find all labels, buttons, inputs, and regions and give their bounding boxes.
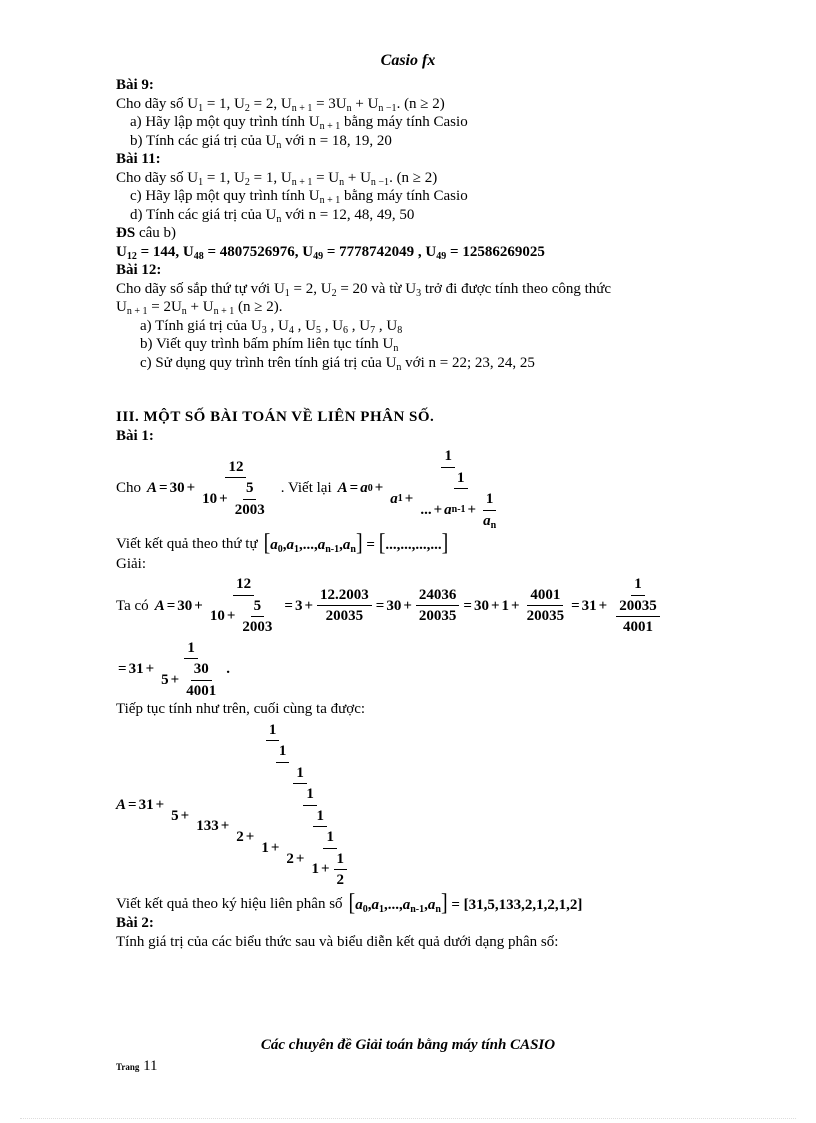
page-content bbox=[116, 76, 726, 951]
general-continued-fraction: A = a 0 + 1 a 1 + 1 ... + a n-1 + $\frac{1}{a_n}$ bbox=[337, 448, 497, 531]
bai9-part-a: a) Hãy lập một quy trình tính $U_{n + 1}$ bằng máy tính Casio bbox=[130, 114, 468, 132]
expression-a: A = 30 + 12 10 + $\frac{5}{2003}$ bbox=[147, 458, 265, 518]
bai11-intro: Cho dãy số $U_1 = 1$, $U_2 = 1$, $U_{n + 1} = U_n + U_{n -1}$. (n ≥ 2) bbox=[116, 169, 438, 188]
bai12-title: Bài 12: bbox=[116, 262, 162, 278]
bai11-answer-label: ĐS câu b) bbox=[116, 225, 176, 241]
bai12-intro: Cho dãy số sắp thứ tự với $U_1 = 2$, $U_2 = 20$ và từ $U_3$ trở đi được tính theo công thức bbox=[116, 280, 612, 299]
final-continued-fraction: A = 31 + 1 5 + 1 133 + 1 2 + 1 1 + 1 2 + 1 1 + $\frac{1}{2}$ bbox=[116, 721, 726, 890]
bai11-part-c: c) Hãy lập một quy trình tính $U_{n + 1}$ bằng máy tính Casio bbox=[130, 188, 468, 206]
page-bottom-divider bbox=[20, 1118, 796, 1119]
bai1-statement: Cho A = 30 + 12 10 + $\frac{5}{2003}$ . Viết lại A = a 0 + 1 a 1 + 1 ... + a n-1 + $\frac{1}{a_n}$ bbox=[116, 447, 726, 530]
bai11-title: Bài 11: bbox=[116, 151, 161, 167]
page-number: Trang 11 bbox=[116, 1058, 158, 1074]
solution-derivation: Ta có A = 30 + 12 10 + $\frac{5}{2003}$ = 3 + $\frac{12.2003}{20035}$ = 30 + $\frac{24036}{20035}$ = 30 + 1 + $\frac{4001}{20035}$ = 31 + $\frac{1}{\frac{20035}{4001}}$ bbox=[116, 575, 726, 637]
bai12-formula: $U_{n + 1} = 2U_n + U_{n + 1}$ (n ≥ 2). bbox=[116, 299, 283, 317]
bai11-results: $U_{12} = 144$, $U_{48} = 4807526976$, $U_{49} = 7778742049$ , $U_{49} = 12586269025$ bbox=[116, 243, 545, 262]
section3-bai1-title: Bài 1: bbox=[116, 427, 154, 444]
bai12-item-b: b) Viết quy trình bấm phím liên tục tính $U_n$ bbox=[140, 336, 399, 354]
page-footer: Các chuyên đề Giải toán bằng máy tính CASIO bbox=[260, 1037, 556, 1053]
tiep-tuc-text: Tiếp tục tính như trên, cuối cùng ta được: bbox=[116, 701, 366, 717]
section3-bai2-title: Bài 2: bbox=[116, 915, 154, 931]
bai12-item-a: a) Tính giá trị của $U_3$ , $U_4$ , $U_5$ , $U_6$ , $U_7$ , $U_8$ bbox=[140, 317, 403, 336]
bai9-intro: Cho dãy số $U_1 = 1$, $U_2 = 2$, $U_{n + 1} = 3U_n + U_{n -1}$. (n ≥ 2) bbox=[116, 95, 445, 114]
bai11-part-d: d) Tính các giá trị của $U_n$ với n = 12, 48, 49, 50 bbox=[130, 206, 415, 225]
bai2-text: Tính giá trị của các biểu thức sau và biểu diễn kết quả dưới dạng phân số: bbox=[116, 933, 559, 950]
bai1-order-line: Viết kết quả theo thứ tự $[a_0,a_1,...,a_{n-1},a_n]$ = [...,...,...,...] bbox=[116, 529, 449, 557]
page-header: Casio fx bbox=[380, 52, 436, 69]
giai-label: Giải: bbox=[116, 555, 146, 572]
result-list: [31,5,133,2,1,2,1,2] bbox=[463, 896, 583, 913]
bai9-title: Bài 9: bbox=[116, 77, 154, 93]
section-3-title: III. MỘT SỐ BÀI TOÁN VỀ LIÊN PHÂN SỐ. bbox=[116, 409, 435, 425]
final-notation-line: Viết kết quả theo ký hiệu liên phân số $[a_0,a_1,...,a_{n-1},a_n] = [31,5,133,2,1,2,1,2]$ bbox=[116, 889, 583, 916]
solution-step2: = 31 + 1 5 + $\frac{30}{4001}$ . bbox=[118, 639, 230, 699]
bai12-item-c: c) Sử dụng quy trình trên tính giá trị của $U_n$ với n = 22; 23, 24, 25 bbox=[140, 354, 535, 373]
bai9-part-b: b) Tính các giá trị của $U_n$ với n = 18, 19, 20 bbox=[130, 132, 392, 151]
